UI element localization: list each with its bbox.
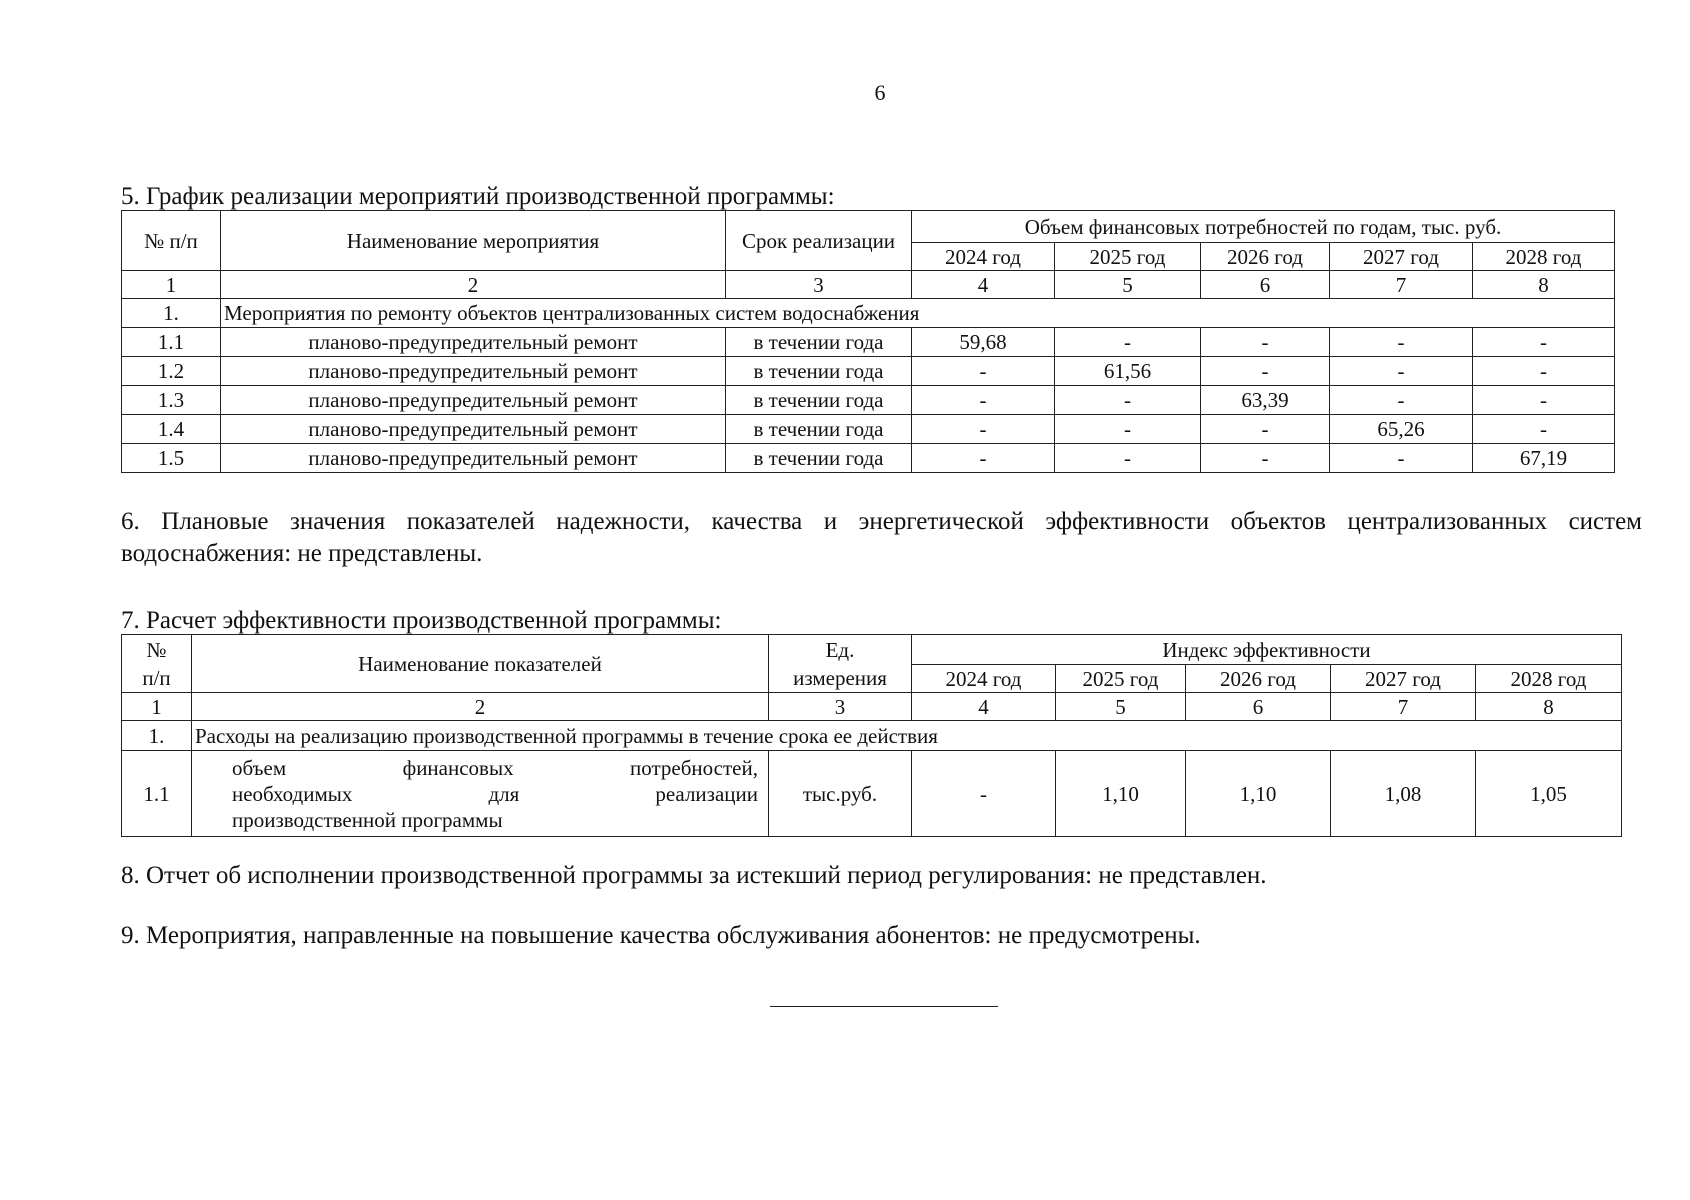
header-index: Индекс эффективности [912, 635, 1622, 665]
row-num: 1.3 [122, 386, 221, 415]
row-value: - [1201, 415, 1330, 444]
header-year: 2024 год [912, 665, 1056, 693]
header-unit: измерения [769, 665, 912, 693]
row-value: - [1201, 357, 1330, 386]
row-num: 1.1 [122, 751, 192, 837]
index-cell: 8 [1476, 693, 1622, 721]
row-name: планово-предупредительный ремонт [221, 415, 726, 444]
index-cell: 7 [1330, 271, 1473, 299]
row-value: - [912, 415, 1055, 444]
row-value: 63,39 [1201, 386, 1330, 415]
row-num: 1.4 [122, 415, 221, 444]
row-value: 59,68 [912, 328, 1055, 357]
row-value: 1,08 [1331, 751, 1476, 837]
index-cell: 1 [122, 271, 221, 299]
header-name: Наименование показателей [192, 635, 769, 693]
row-value: - [1201, 328, 1330, 357]
header-unit: Ед. [769, 635, 912, 665]
row-term: в течении года [726, 328, 912, 357]
index-cell: 4 [912, 693, 1056, 721]
row-value: - [1330, 328, 1473, 357]
row-value: - [912, 444, 1055, 473]
row-value: - [1201, 444, 1330, 473]
section6-text: 6. Плановые значения показателей надежности, качества и энергетической эффективности объектов централизованных систем водоснабжения: не представлены. [121, 508, 1642, 567]
row-num: 1.5 [122, 444, 221, 473]
table-row [122, 751, 1622, 837]
header-year: 2028 год [1476, 665, 1622, 693]
header-term: Срок реализации [726, 211, 912, 271]
index-cell: 8 [1473, 271, 1615, 299]
row-value: 1,10 [1186, 751, 1331, 837]
row-name-line: производственной программы [232, 807, 503, 832]
row-name-line: необходимых для реализации [232, 781, 758, 806]
closing-divider [770, 1006, 998, 1007]
table-row [122, 415, 1615, 444]
header-year: 2026 год [1186, 665, 1331, 693]
table-row [122, 357, 1615, 386]
row-num: 1.1 [122, 328, 221, 357]
row-value: 67,19 [1473, 444, 1615, 473]
row-value: - [1055, 328, 1201, 357]
row-name-line: объем финансовых потребностей, [232, 755, 758, 780]
header-year: 2024 год [912, 243, 1055, 271]
header-year: 2026 год [1201, 243, 1330, 271]
index-cell: 7 [1331, 693, 1476, 721]
group-num: 1. [122, 299, 221, 328]
row-value: - [912, 357, 1055, 386]
header-year: 2028 год [1473, 243, 1615, 271]
row-value: - [1055, 386, 1201, 415]
row-value: - [1330, 386, 1473, 415]
row-value: - [1473, 386, 1615, 415]
index-cell: 5 [1055, 271, 1201, 299]
section9-text: 9. Мероприятия, направленные на повышение качества обслуживания абонентов: не предусмотрены. [121, 922, 1201, 949]
index-cell: 3 [726, 271, 912, 299]
index-cell: 6 [1201, 271, 1330, 299]
header-year: 2025 год [1055, 243, 1201, 271]
row-value: 61,56 [1055, 357, 1201, 386]
row-term: в течении года [726, 415, 912, 444]
header-num: № [122, 635, 192, 665]
header-year: 2027 год [1331, 665, 1476, 693]
row-value: - [1473, 415, 1615, 444]
row-num: 1.2 [122, 357, 221, 386]
index-cell: 2 [221, 271, 726, 299]
row-value: - [1055, 415, 1201, 444]
section8-text: 8. Отчет об исполнении производственной программы за истекший период регулирования: не представлен. [121, 862, 1267, 889]
row-value: - [912, 751, 1056, 837]
index-row [122, 271, 1615, 299]
header-num: № п/п [122, 211, 221, 271]
row-name: планово-предупредительный ремонт [221, 386, 726, 415]
row-value: - [912, 386, 1055, 415]
index-cell: 4 [912, 271, 1055, 299]
row-value: - [1330, 444, 1473, 473]
section7-heading: 7. Расчет эффективности производственной программы: [121, 607, 722, 634]
index-cell: 5 [1056, 693, 1186, 721]
row-name [192, 751, 769, 837]
header-name: Наименование мероприятия [221, 211, 726, 271]
header-num: п/п [122, 665, 192, 693]
section5-heading: 5. График реализации мероприятий производственной программы: [121, 183, 835, 210]
header-volume: Объем финансовых потребностей по годам, тыс. руб. [912, 211, 1615, 243]
row-value: - [1473, 328, 1615, 357]
row-name: планово-предупредительный ремонт [221, 444, 726, 473]
row-value: - [1330, 357, 1473, 386]
page-number: 6 [874, 80, 886, 105]
row-term: в течении года [726, 357, 912, 386]
table-row [122, 444, 1615, 473]
row-value: 1,05 [1476, 751, 1622, 837]
index-cell: 6 [1186, 693, 1331, 721]
index-row [122, 693, 1622, 721]
efficiency-table [121, 634, 1622, 837]
table-row [122, 386, 1615, 415]
index-cell: 1 [122, 693, 192, 721]
index-cell: 3 [769, 693, 912, 721]
group-title: Расходы на реализацию производственной программы в течение срока ее действия [192, 721, 1622, 751]
row-name: планово-предупредительный ремонт [221, 328, 726, 357]
schedule-table [121, 210, 1615, 473]
row-name: планово-предупредительный ремонт [221, 357, 726, 386]
header-year: 2027 год [1330, 243, 1473, 271]
row-value: 65,26 [1330, 415, 1473, 444]
group-title: Мероприятия по ремонту объектов централизованных систем водоснабжения [221, 299, 1615, 328]
row-value: - [1055, 444, 1201, 473]
row-unit: тыс.руб. [769, 751, 912, 837]
row-term: в течении года [726, 386, 912, 415]
group-row [122, 299, 1615, 328]
group-num: 1. [122, 721, 192, 751]
row-term: в течении года [726, 444, 912, 473]
header-year: 2025 год [1056, 665, 1186, 693]
row-value: - [1473, 357, 1615, 386]
table-row [122, 328, 1615, 357]
row-value: 1,10 [1056, 751, 1186, 837]
index-cell: 2 [192, 693, 769, 721]
group-row [122, 721, 1622, 751]
